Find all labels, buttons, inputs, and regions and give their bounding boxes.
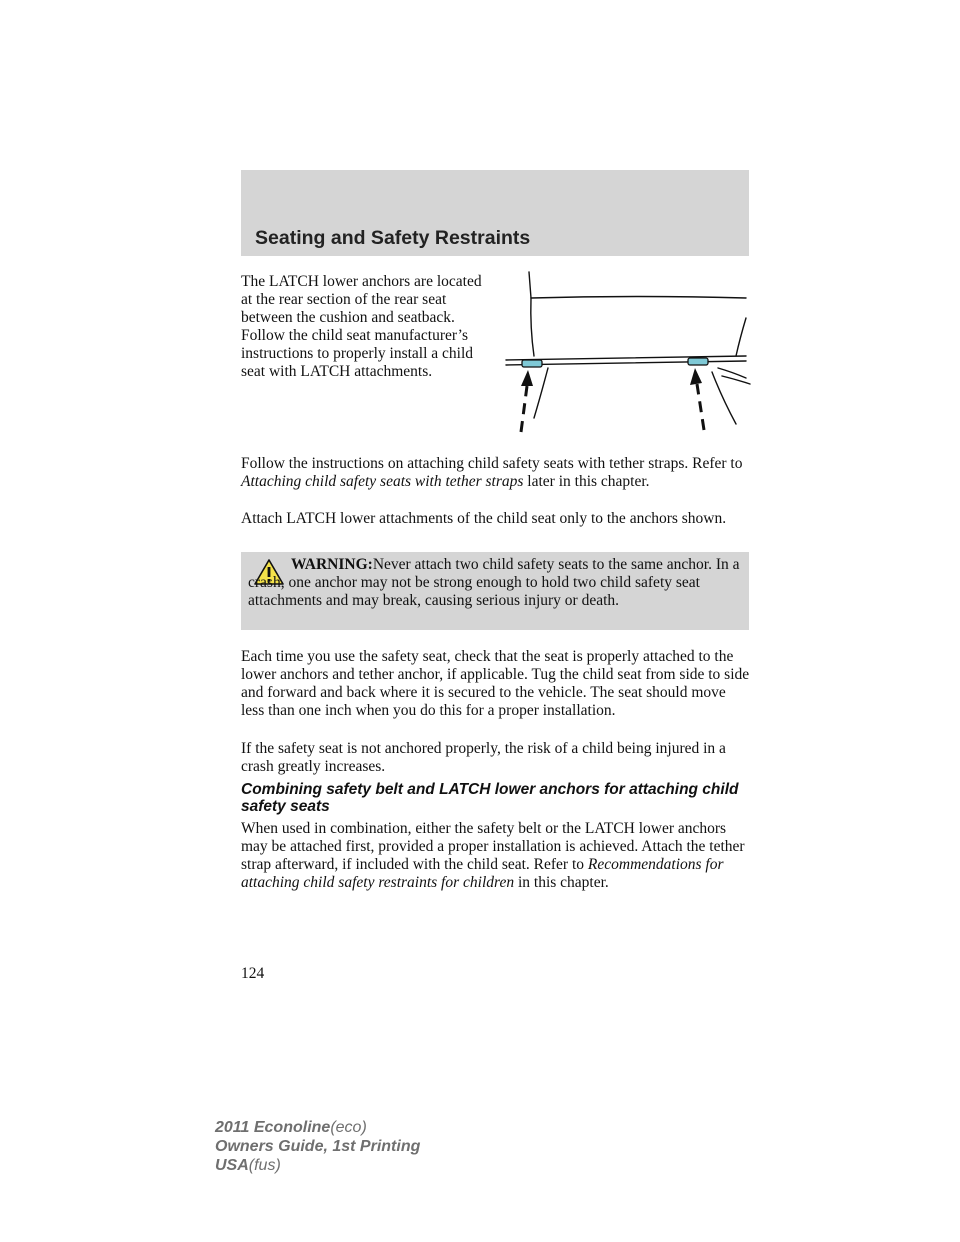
page-number: 124 [241,965,265,982]
combination-paragraph: When used in combination, either the safety belt or the LATCH lower anchors may be attached first, provided a proper installation is achieved. Attach the tether strap afterward, if included with the child seat. Refer to Recommendations for attaching child safety restraints for children in this chapter. [241,820,745,891]
risk-paragraph: If the safety seat is not anchored properly, the risk of a child being injured in a crash greatly increases. [241,740,726,775]
section-title: Seating and Safety Restraints [255,227,531,249]
anchor-right [688,358,708,365]
check-installation-paragraph: Each time you use the safety seat, check that the seat is properly attached to the lower anchors and tether anchor, if applicable. Tug the child seat from side to side and forward and back where it is secured to the vehicle. The seat should move less than one inch when you do this for a proper installation. [241,648,750,719]
document-footer: 2011 Econoline(eco) Owners Guide, 1st Printing USA(fus) [215,1119,421,1174]
tether-reference-link: Attaching child safety seats with tether straps [241,473,524,490]
tether-instructions-paragraph: Follow the instructions on attaching child safety seats with tether straps. Refer to Attaching child safety seats with tether straps later in this chapter. [241,455,743,490]
arrow-right [697,384,704,430]
anchor-left [522,360,542,367]
intro-paragraph: The LATCH lower anchors are located at the rear section of the rear seat between the cushion and seatback. Follow the child seat manufacturer’s instructions to properly install a child seat with LATCH attachments. [241,273,482,380]
recommendations-reference-link: Recommendations for attaching child safety restraints for children [241,856,724,891]
warning-box [241,552,749,630]
arrow-left [521,386,527,432]
combining-subheading: Combining safety belt and LATCH lower anchors for attaching child safety seats [241,781,739,815]
warning-label: WARNING: [291,556,373,573]
section-header [241,170,749,256]
attach-lower-paragraph: Attach LATCH lower attachments of the child seat only to the anchors shown. [241,510,727,527]
warning-text: WARNING:Never attach two child safety seats to the same anchor. In a crash, one anchor may not be strong enough to hold two child safety seat attachments and may break, causing serious injury or death. [248,556,740,609]
latch-anchors-illustration [500,268,752,438]
